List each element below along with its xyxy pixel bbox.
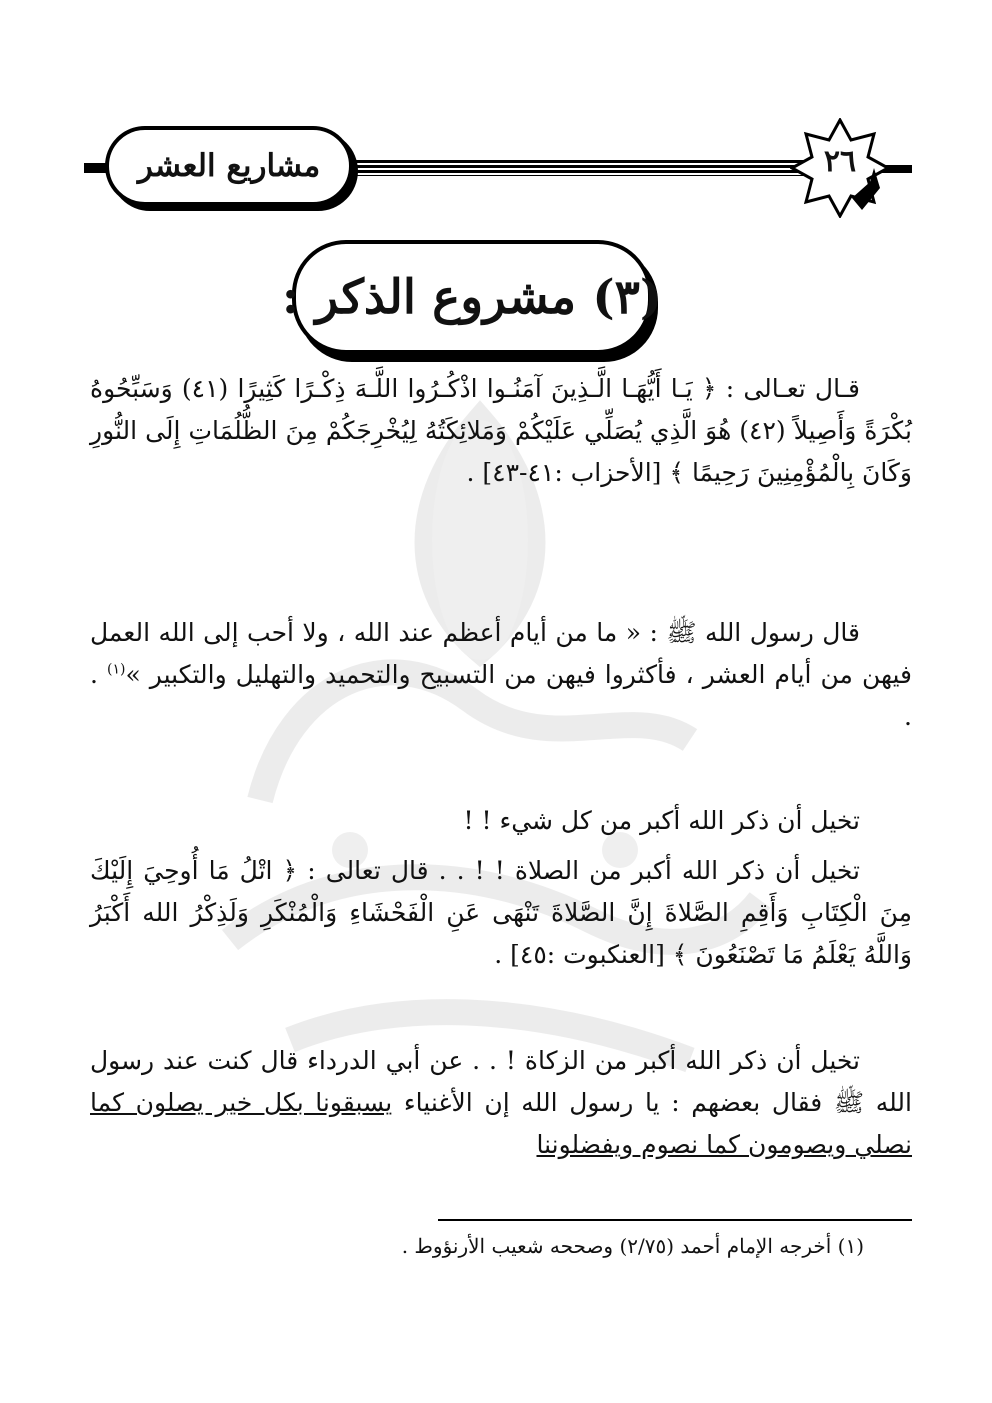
paragraph-quran-ahzab (90, 368, 912, 600)
footnote: (١) أخرجه الإمام أحمد (٢/٧٥) وصححه شعيب الأرنؤوط . (401, 1234, 864, 1258)
hadith-text: قال رسول الله ﷺ : « ما من أيام أعظم عند الله ، ولا أحب إلى الله العمل فيهن من أيام العشر ، فأكثروا فيهن من التسبيح والتحميد والتهليل والتكبير » (90, 618, 912, 689)
footnote-marker: (١) (106, 661, 126, 678)
paragraph-imagine-2 (90, 850, 912, 1032)
hadith-tail: . . (90, 660, 912, 731)
paragraph-hadith (90, 612, 912, 792)
paragraph-imagine-3 (90, 1040, 912, 1208)
imagine-2-text: تخيل أن ذكر الله أكبر من الصلاة ! ! . . قال تعالى : ﴿ اتْلُ مَا أُوحِيَ إِلَيْكَ مِنَ الْكِتَابِ وَأَقِمِ الصَّلاةَ إِنَّ الصَّلاةَ تَنْهَى عَنِ الْفَحْشَاءِ وَالْمُنْكَرِ وَلَذِكْرُ الله أَكْبَرُ وَاللَّهُ يَعْلَمُ مَا تَصْنَعُونَ ﴾ [العنكبوت :٤٥] . (90, 856, 912, 969)
page-number: ٢٦ (823, 144, 857, 179)
imagine-3-underlined-text: يسبقونا بكل خير يصلون كما نصلي ويصومون كما نصوم ويفضلوننا (90, 1088, 912, 1159)
imagine-1-text: تخيل أن ذكر الله أكبر من كل شيء ! ! (463, 806, 860, 835)
imagine-3-text: تخيل أن ذكر الله أكبر من الزكاة ! . . عن أبي الدرداء قال كنت عند رسول الله ﷺ فقال بعضهم : يا رسول الله إن الأغنياء (90, 1046, 912, 1117)
section-title: (٣) مشروع الذكر : (292, 240, 652, 354)
running-header-title: مشاريع العشر (105, 126, 353, 206)
paragraph-imagine-1 (90, 800, 912, 840)
footnote-separator (438, 1219, 912, 1221)
quran-verse-text: قـال تعـالى : ﴿ يَـا أَيُّهَـا الَّـذِينَ آمَنُـوا اذْكُـرُوا اللَّـهَ ذِكْـرًا كَثِيرًا (٤١) وَسَبِّحُوهُ بُكْرَةً وَأَصِيلاً (٤٢) هُوَ الَّذِي يُصَلِّي عَلَيْكُمْ وَمَلائِكَتُهُ لِيُخْرِجَكُمْ مِنَ الظُّلُمَاتِ إِلَى النُّورِ وَكَانَ بِالْمُؤْمِنِينَ رَحِيمًا ﴾ [الأحزاب :٤١-٤٣] . (90, 374, 912, 487)
header-rule (330, 160, 810, 176)
